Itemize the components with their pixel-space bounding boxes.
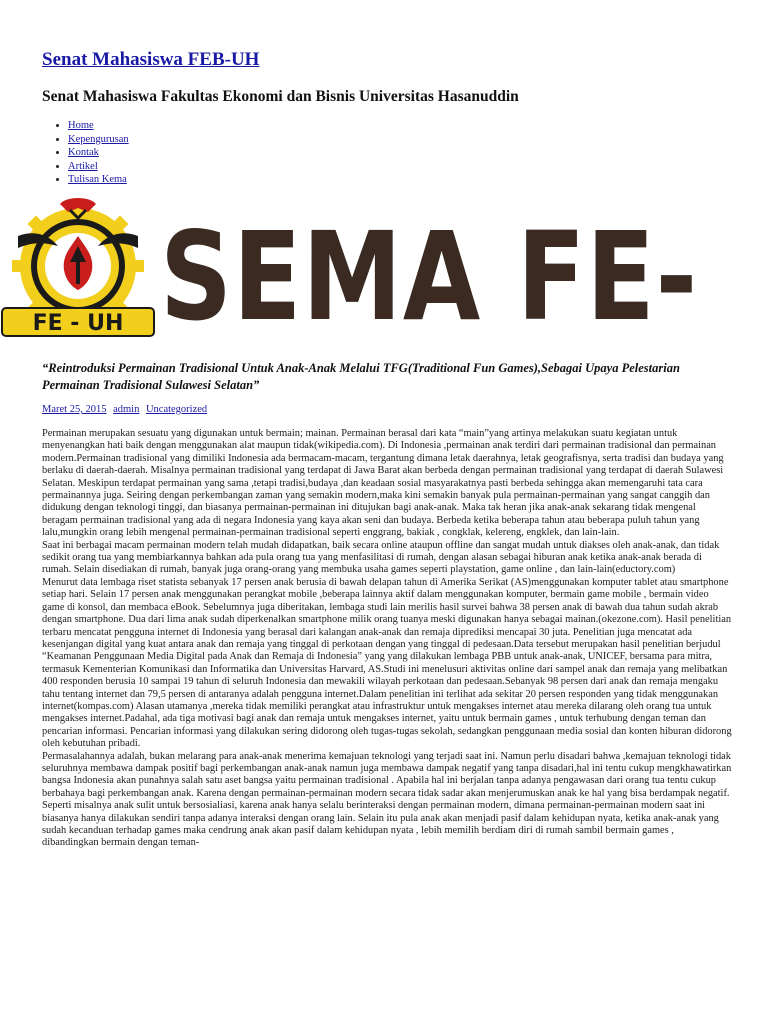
logo-text: FE - UH: [32, 311, 124, 336]
nav-link-home[interactable]: Home: [68, 120, 94, 131]
main-nav: [42, 119, 129, 187]
nav-item-home: [68, 119, 129, 133]
paragraph: Saat ini berbagai macam permainan modern telah mudah didapatkan, baik secara online ataupun offline dan sangat mudah untuk diakses oleh anak-anak, dan tidak sedikit orang tua yang membiarkannya bahkan ada pula orang tua yang menfasilitasi di rumah, dengan alasan sebagai hiburan anak ketika anak-anak berada di rumah. Selain disediakan di rumah, banyak juga orang-orang yang membuka usaha games seperti playstation, game online , dan lain-lain(eductory.com): [42, 539, 720, 576]
post-date-link[interactable]: Maret 25, 2015: [42, 404, 107, 415]
paragraph: Permainan merupakan sesuatu yang digunakan untuk bermain; mainan. Permainan berasal dari kata “main”yang artinya melakukan suatu kegiatan untuk menyenangkan hati baik dengan menggunakan alat maupun tidak(wikipedia.com). Di Indonesia ,permainan anak terdiri dari permainan tradisional dan permainan modern.Permainan tradisional yang dimiliki Indonesia ada bermacam-macam, tergantung dimana letak daerahnya, letak geografisnya, serta tradisi dan budaya yang berlaku di daerah-daerah. Misalnya permainan tradisional yang terdapat di Jawa Barat akan berbeda dengan permainan tradisional yang terdapat di daerah Sulawesi Selatan. Meskipun terdapat permainan yang sama ,tetapi tradisi,budaya ,dan keadaan sosial masyarakatnya pasti berbeda sehingga akan memengaruhi tata cara permainannya juga. Seiring dengan perkembangan zaman yang semakin modern,maka kini semakin banyak pula permainan-permainan yang sangat canggih dan didukung dengan teknologi tinggi, dan biasanya permainan-permainan ini ditujukan bagi anak-anak. Maka tak heran jika anak-anak sekarang tidak mengenal beragam permainan tradisional yang ada di negara Indonesia yang kaya akan seni dan budaya. Berbeda ketika beberapa tahun atau beberapa puluh tahun yang lalu,mungkin orang lebih mengenal permainan-permainan tradisional seperti enggrang, bakiak , congklak, kelereng, engklek, dan lain-lain.: [42, 428, 724, 539]
banner-title: SEMA FE-: [160, 205, 699, 340]
paragraph: Permasalahannya adalah, bukan melarang para anak-anak menerima kemajuan teknologi yang terjadi saat ini. Namun perlu disadari bahwa ,kemajuan teknologi tidak seluruhnya membawa dampak positif bagi perkembangan anak-anak namun juga membawa dampak negatif yang tanpa disadari,hal ini tentu cukup mengkhawatirkan bangsa Indonesia akan punahnya salah satu aset bangsa yaitu permainan tradisional . Apabila hal ini berjalan tanpa adanya pengawasan dari orang tua tentu cukup berbahaya bagi perkembangan anak. Karena dengan permainan-permainan modern secara tidak sadar akan menjerumuskan anak ke hal yang bisa berdampak negatif. Seperti misalnya anak sulit untuk bersosialiasi, karena anak hanya selalu berinteraksi dengan permainan modern, dimana permainan-permainan modern saat ini biasanya hanya dilakukan sendiri tanpa adanya interaksi dengan orang lain. Selain itu pula anak akan menjadi pasif dalam kehidupan nyata, ketika anak-anak yang sudah kecanduan terhadap games maka cendrung anak akan pasif dalam kehidupan nyata , lebih memilih berdiam diri di rumah sambil bermain games , dibandingkan bermain dengan teman-: [42, 750, 732, 849]
paragraph: Menurut data lembaga riset statista sebanyak 17 persen anak berusia di bawah delapan tahun di Amerika Serikat (AS)menggunakan komputer tablet atau smartphone setiap hari. Selain 17 persen anak menggunakan perangkat mobile ,beberapa lainnya aktif dalam menggunakan komputer, bermain game mobile , bermain video game di konsol, dan membaca eBook. Sebelumnya juga diberitakan, lembaga studi lain merilis hasil survei bahwa 38 persen anak di bawah dua tahun sudah akrab dengan smartphone. Dua dari lima anak sudah diperkenalkan smartphone milik orang tuanya meski digunakan hanya sebagai mainan.(okezone.com). Hasil penelitian terbaru mencatat pengguna internet di Indonesia yang berasal dari kalangan anak-anak dan remaja diprediksi mencapai 30 juta. Penelitian juga mencatat ada kesenjangan digital yang kuat antara anak dan remaja yang tinggal di perkotaan dengan yang tinggal di pedesaan.Data tersebut merupakan hasil penelitian berjudul “Keamanan Penggunaan Media Digital pada Anak dan Remaja di Indonesia” yang yang dilakukan lembaga PBB untuk anak-anak, UNICEF, bersama para mitra, termasuk Kementerian Komunikasi dan Informatika dan Universitas Harvard, AS.Studi ini menelusuri aktivitas online dari sampel anak dan remaja yang melibatkan 400 responden berusia 10 sampai 19 tahun di seluruh Indonesia dan mewakili wilayah perkotaan dan pedesaan.Sebanyak 98 persen dari anak dan remaja mengaku tahu tentang internet dan 79,5 persen di antaranya adalah pengguna internet.Dalam penelitian ini terlihat ada sekitar 20 persen responden yang tidak menggunakan internet(kompas.com) Alasan utamanya ,mereka tidak memiliki perangkat atau infrastruktur untuk mengakses internet atau mereka dilarang oleh orang tua untuk mengakses internet.Padahal, ada tiga motivasi bagi anak dan remaja untuk mengakses internet, yaitu untuk bermain games , untuk terhubung dengan teman dan pencarian informasi. Pencarian informasi yang dilakukan sering didorong oleh tugas-tugas sekolah, sedangkan penggunaan media sosial dan konten hiburan didorong oleh kebutuhan pribadi.: [42, 576, 732, 750]
feb-uh-logo: [0, 190, 155, 340]
post-content: [42, 428, 732, 850]
nav-link-kepengurusan[interactable]: Kepengurusan: [68, 133, 129, 145]
nav-item-kepengurusan: [68, 133, 129, 147]
nav-link-artikel[interactable]: Artikel: [68, 160, 98, 172]
nav-item-tulisan-kema: [68, 173, 129, 187]
nav-link-kontak[interactable]: Kontak: [68, 147, 99, 158]
post-author-link[interactable]: admin: [113, 404, 140, 415]
site-description: Senat Mahasiswa Fakultas Ekonomi dan Bisnis Universitas Hasanuddin: [42, 88, 519, 105]
site-title[interactable]: Senat Mahasiswa FEB-UH: [42, 49, 260, 70]
post-category-link[interactable]: Uncategorized: [145, 404, 208, 415]
nav-item-artikel: [68, 160, 129, 174]
header-banner: [0, 190, 768, 340]
nav-link-tulisan-kema[interactable]: Tulisan Kema: [68, 174, 127, 185]
post-meta: [42, 404, 211, 415]
post-title: “Reintroduksi Permainan Tradisional Untuk Anak-Anak Melalui TFG(Traditional Fun Games),Sebagai Upaya Pelestarian Permainan Tradisional Sulawesi Selatan”: [42, 361, 680, 392]
nav-item-kontak: [68, 146, 129, 160]
